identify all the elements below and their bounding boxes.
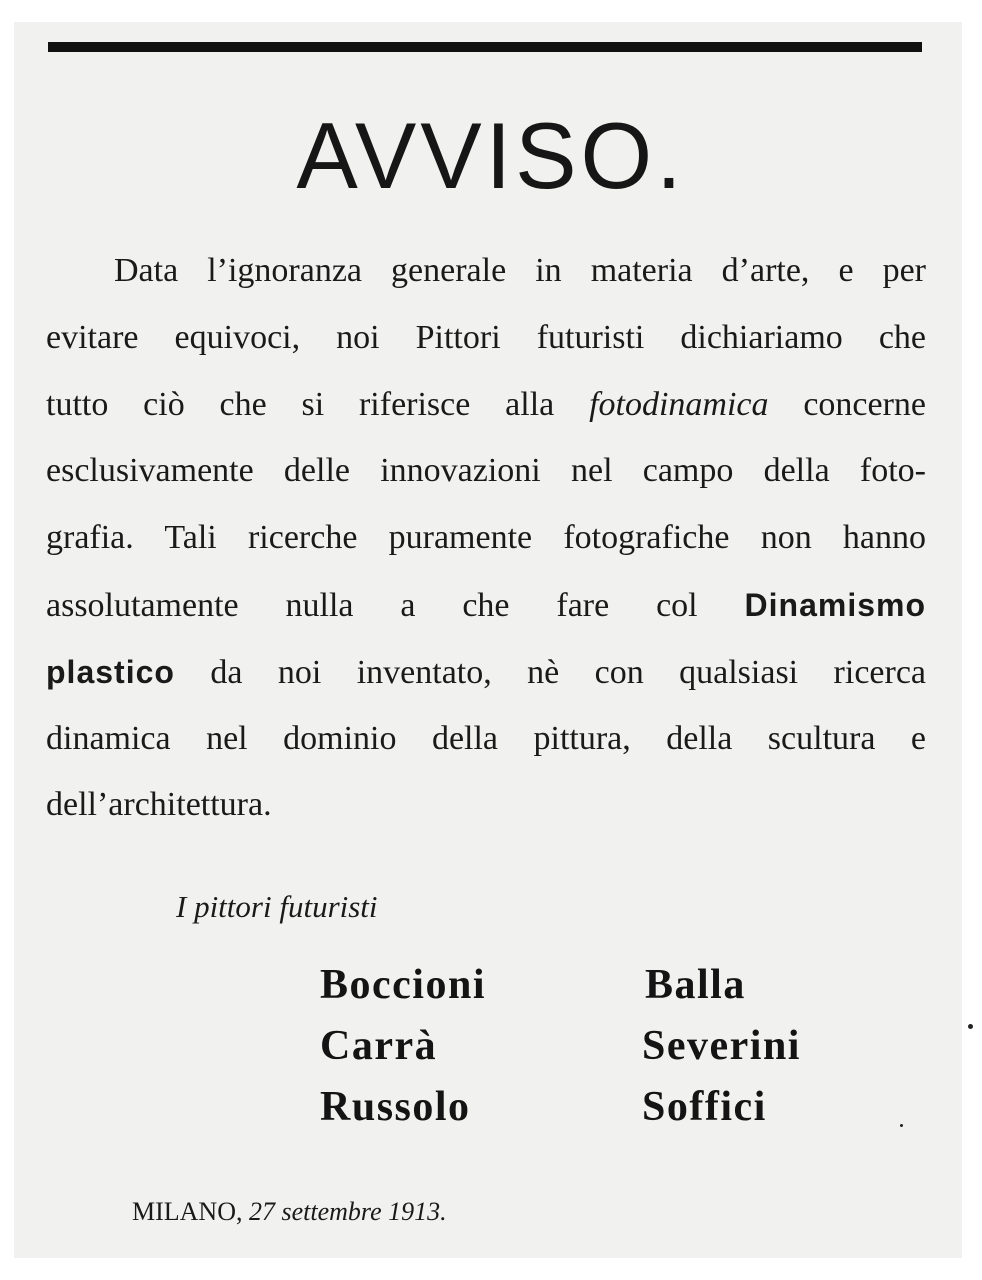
- signatory-carra: Carrà: [320, 1023, 438, 1069]
- fotodinamica-term: fotodinamica: [589, 385, 769, 423]
- body-line-4: esclusivamente delle innovazioni nel campo della foto-: [46, 452, 926, 490]
- body-line-3-start: tutto ciò che si riferisce alla: [46, 385, 555, 423]
- signatory-balla: Balla: [645, 962, 746, 1008]
- signatory-severini: Severini: [642, 1023, 801, 1069]
- body-line-6-start: assolutamente nulla a che fare col: [46, 586, 698, 624]
- ink-speck: [968, 1024, 973, 1029]
- body-line-3: [46, 372, 926, 439]
- notice-body: [46, 238, 926, 839]
- dateline-date: 27 settembre 1913.: [249, 1197, 447, 1226]
- signatory-soffici: Soffici: [642, 1084, 767, 1130]
- dateline-place: MILANO,: [132, 1197, 243, 1226]
- body-line-2: evitare equivoci, noi Pittori futuristi dichiariamo che: [46, 318, 926, 356]
- body-line-3-end: concerne: [803, 385, 926, 423]
- body-line-7: [46, 639, 926, 706]
- signatory-boccioni: Boccioni: [320, 962, 486, 1008]
- ink-speck: [900, 1124, 903, 1127]
- plastico-term: plastico: [46, 653, 175, 690]
- signoff: I pittori futuristi: [176, 889, 378, 924]
- body-line-5: grafia. Tali ricerche puramente fotografiche non hanno: [46, 519, 926, 557]
- notice-title: AVVISO.: [296, 103, 686, 208]
- body-line-1: Data l’ignoranza generale in materia d’arte, e per: [114, 252, 926, 289]
- top-rule: [48, 42, 922, 52]
- body-line-7-end: da noi inventato, nè con qualsiasi ricerca: [210, 653, 926, 691]
- signatory-russolo: Russolo: [320, 1084, 471, 1130]
- body-line-9: dell’architettura.: [46, 786, 272, 824]
- dinamismo-term: Dinamismo: [744, 586, 927, 623]
- body-line-8: dinamica nel dominio della pittura, della scultura e: [46, 719, 926, 757]
- dateline: [132, 1194, 447, 1230]
- body-line-6: [46, 572, 926, 639]
